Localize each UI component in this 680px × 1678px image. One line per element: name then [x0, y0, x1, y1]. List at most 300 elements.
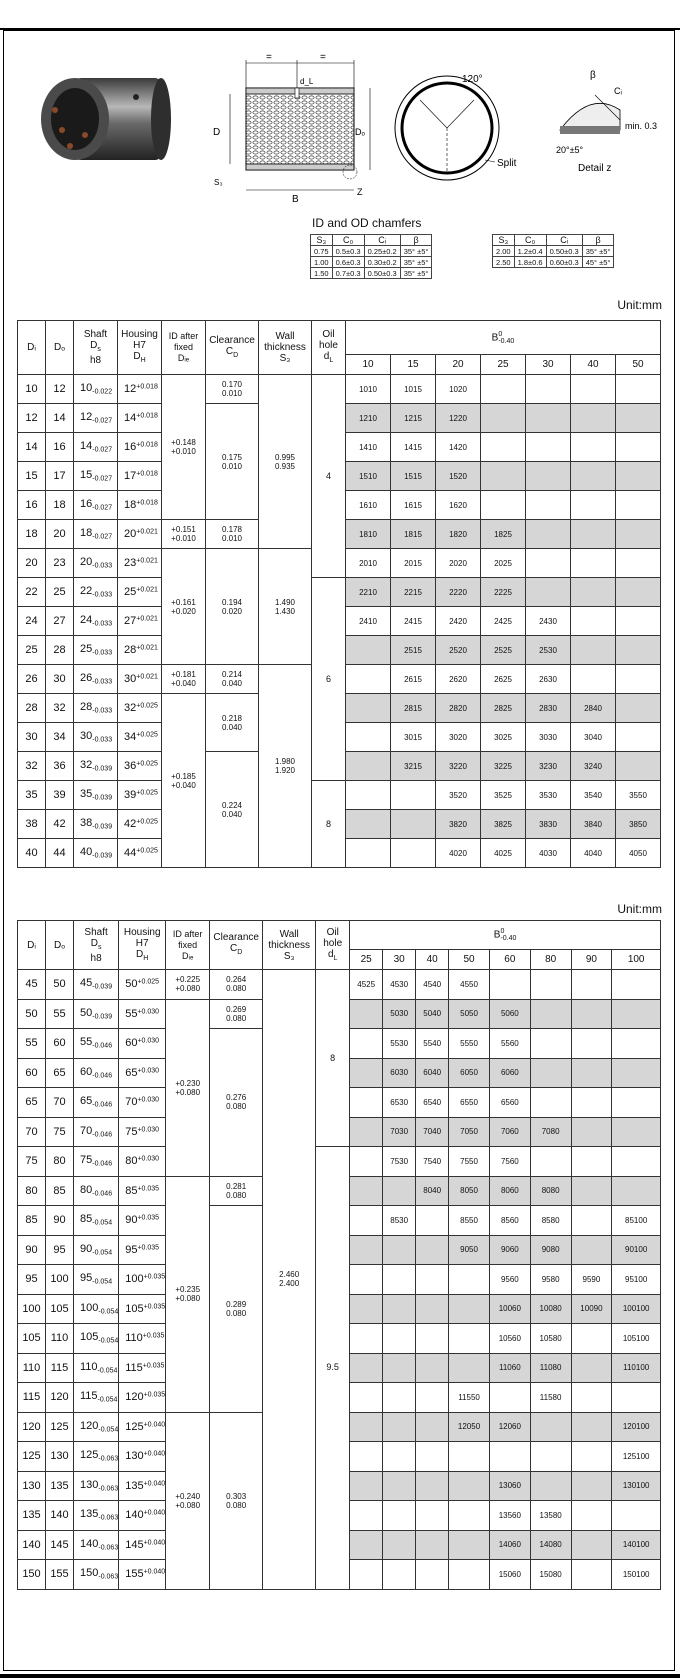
table-row: [18, 1147, 661, 1177]
b-cell: [346, 781, 391, 810]
shaft-value: 85: [80, 1213, 93, 1226]
split-label: Split: [497, 158, 517, 169]
do-cell: 17: [46, 462, 74, 491]
oil-cell: [316, 970, 350, 1147]
b-cell: 140100: [612, 1530, 661, 1560]
b-tol-bot: -0.40: [500, 935, 517, 942]
housing-cell: [119, 1353, 166, 1383]
idfixed-title: ID after fixed: [172, 928, 203, 950]
b-cell: [449, 1471, 490, 1501]
value-line: +0.080: [175, 984, 201, 994]
housing-value-tol: +0.030: [137, 1096, 160, 1104]
header-b: [346, 321, 661, 355]
b-cell: 13060: [489, 1471, 530, 1501]
clearance-cell: [206, 752, 259, 868]
b-cell: [449, 1265, 490, 1295]
do-cell: 32: [46, 694, 74, 723]
shaft-cell: [74, 1206, 119, 1236]
housing-cell: [118, 578, 162, 607]
shaft-value: 12: [80, 411, 93, 424]
chamfer-title: ID and OD chamfers: [312, 216, 422, 230]
di-cell: 30: [18, 723, 46, 752]
b-sym: B: [491, 332, 499, 344]
ring-drawing: [395, 74, 517, 180]
header-do: [46, 321, 74, 375]
chamfer-cell: 0.50±0.3: [546, 246, 582, 257]
di-cell: 10: [18, 375, 46, 404]
header-do: [46, 921, 74, 970]
idfixed-cell: [166, 970, 210, 1000]
header-oil: [312, 321, 346, 375]
di-cell: 95: [18, 1265, 46, 1295]
chamfer-cell: 35° ±5°: [582, 246, 614, 257]
b-cell: 6060: [489, 1058, 530, 1088]
b-cell: 4050: [616, 839, 661, 868]
b-tol-top: 0: [500, 928, 505, 935]
shaft-cell: [74, 1530, 119, 1560]
shaft-value: 100: [80, 1301, 99, 1314]
b-cell: 5550: [449, 1029, 490, 1059]
do-cell: 75: [46, 1117, 74, 1147]
value-line: 0.080: [226, 984, 247, 994]
header-row: [18, 921, 661, 950]
housing-cell: [119, 1176, 166, 1206]
b-cell: [383, 1412, 416, 1442]
shaft-value: 32: [80, 759, 93, 772]
do-cell: 100: [46, 1265, 74, 1295]
b-cell: [571, 1324, 612, 1354]
chamfer-cell: 35° ±5°: [400, 246, 432, 257]
di-cell: 110: [18, 1353, 46, 1383]
shaft-value: 14: [80, 440, 93, 453]
b-cell: [350, 1029, 383, 1059]
di-cell: 85: [18, 1206, 46, 1236]
value-line: 0.269: [226, 1004, 247, 1014]
b-cell: 3850: [616, 810, 661, 839]
b-cell: [346, 752, 391, 781]
housing-value: 32: [124, 702, 137, 714]
b-cell: 2630: [526, 665, 571, 694]
do-cell: 30: [46, 665, 74, 694]
do-cell: 115: [46, 1353, 74, 1383]
table-row: [18, 375, 661, 404]
housing-cell: [118, 694, 162, 723]
b-cell: 1515: [391, 462, 436, 491]
shaft-value-tol: -0.033: [92, 620, 113, 628]
b-cell: [616, 665, 661, 694]
value-line: 0.080: [226, 1308, 247, 1318]
b-cell: [481, 375, 526, 404]
housing-value: 44: [124, 847, 137, 859]
shaft-cell: [74, 1147, 119, 1177]
min-label: min. 0.3: [625, 121, 658, 131]
housing-value: 135: [125, 1479, 144, 1492]
value-line: 2.460: [279, 1270, 300, 1280]
shaft-value-tol: -0.054: [92, 1220, 113, 1228]
b-cell: [350, 1412, 383, 1442]
b-cell: [526, 578, 571, 607]
do-cell: 105: [46, 1294, 74, 1324]
housing-cell: [118, 607, 162, 636]
b-cell: 95100: [612, 1265, 661, 1295]
chamfer-cell: 0.30±0.2: [364, 257, 400, 268]
di-cell: 130: [18, 1471, 46, 1501]
b-cell: [350, 1501, 383, 1531]
wall-cell: [259, 375, 312, 549]
b-cell: [530, 1471, 571, 1501]
b-cell: [350, 1560, 383, 1590]
di-cell: 150: [18, 1560, 46, 1590]
b-cell: 2010: [346, 549, 391, 578]
b-cell: [449, 1442, 490, 1472]
b-cell: 3520: [436, 781, 481, 810]
b-cell: 9580: [530, 1265, 571, 1295]
do-cell: 42: [46, 810, 74, 839]
shaft-value-tol: -0.063: [98, 1515, 119, 1523]
shaft-value-tol: -0.027: [92, 533, 113, 541]
b-cell: [571, 1353, 612, 1383]
wall-sym: S₃: [283, 950, 295, 962]
b-cell: 1015: [391, 375, 436, 404]
shaft-value-tol: -0.046: [92, 1072, 113, 1080]
housing-value-tol: +0.040: [143, 1450, 166, 1458]
b-cell: 2530: [526, 636, 571, 665]
b-cell: 1810: [346, 520, 391, 549]
shaft-cell: [74, 1383, 119, 1413]
header-housing: [119, 921, 166, 970]
b-column-header: 40: [416, 950, 449, 970]
table-row: [18, 970, 661, 1000]
chamfer-header-row: [493, 235, 614, 246]
header-clearance: [210, 921, 263, 970]
do-cell: 25: [46, 578, 74, 607]
b-column-header: 20: [436, 355, 481, 375]
do-cell: 145: [46, 1530, 74, 1560]
shaft-sub: s: [97, 346, 101, 353]
b-cell: 1815: [391, 520, 436, 549]
b-column-header: 90: [571, 950, 612, 970]
value-line: 0.010: [221, 389, 243, 398]
b-cell: [526, 433, 571, 462]
chamfer-cell: 0.50±0.3: [364, 268, 400, 279]
b-cell: 8560: [489, 1206, 530, 1236]
shaft-cell: [74, 404, 118, 433]
shaft-cell: [74, 1442, 119, 1472]
value-line: 0.303: [226, 1491, 247, 1501]
b-cell: [571, 665, 616, 694]
b-cell: [350, 1147, 383, 1177]
do-cell: 34: [46, 723, 74, 752]
chamfer-row: [493, 257, 614, 268]
value-line: 1.920: [274, 766, 296, 775]
shaft-value: 55: [80, 1036, 93, 1049]
clearance-cell: [210, 1206, 263, 1413]
housing-cell: [118, 404, 162, 433]
value-line: 0.995: [274, 452, 296, 462]
di-cell: 32: [18, 752, 46, 781]
b-cell: 4550: [449, 970, 490, 1000]
housing-value-tol: +0.035: [137, 1214, 160, 1222]
do-cell: 39: [46, 781, 74, 810]
value-line: 0.218: [221, 713, 243, 723]
housing-sub: H: [143, 954, 149, 962]
wall-title: Wall thickness: [264, 331, 306, 353]
b-tol: [500, 928, 516, 942]
b-cell: 2015: [391, 549, 436, 578]
b-cell: [383, 1471, 416, 1501]
b-cell: 1410: [346, 433, 391, 462]
b-cell: 1520: [436, 462, 481, 491]
di-sym: Dᵢ: [27, 939, 36, 951]
z-label: Z: [357, 187, 363, 197]
b-cell: 100100: [612, 1294, 661, 1324]
b-cell: 2410: [346, 607, 391, 636]
chamfer-cell: 45° ±5°: [582, 257, 614, 268]
b-cell: 15080: [530, 1560, 571, 1590]
housing-value: 30: [124, 673, 137, 685]
b-cell: 5560: [489, 1029, 530, 1059]
chamfer-cell: 0.75: [311, 246, 333, 257]
di-sym: Dᵢ: [27, 342, 36, 353]
housing-value-tol: +0.025: [137, 978, 160, 986]
clearance-cell: [210, 1176, 263, 1206]
b-cell: 3020: [436, 723, 481, 752]
b-column-header: 40: [571, 355, 616, 375]
chamfer-cell: 0.7±0.3: [332, 268, 364, 279]
b-cell: [612, 1088, 661, 1118]
housing-cell: [119, 1235, 166, 1265]
b-cell: [350, 1117, 383, 1147]
shaft-cell: [74, 1471, 119, 1501]
b-cell: 2420: [436, 607, 481, 636]
b-cell: 130100: [612, 1471, 661, 1501]
shaft-value: 24: [80, 614, 93, 627]
b-cell: 150100: [612, 1560, 661, 1590]
b-cell: [612, 1029, 661, 1059]
shaft-cell: [74, 1560, 119, 1590]
section-drawing: [213, 52, 370, 205]
di-cell: 15: [18, 462, 46, 491]
b-cell: 5050: [449, 999, 490, 1029]
b-cell: [350, 1383, 383, 1413]
b-cell: 5030: [383, 999, 416, 1029]
b-cell: 6530: [383, 1088, 416, 1118]
housing-value: 80: [125, 1155, 138, 1168]
do-sym: Dₒ: [54, 939, 65, 951]
shaft-sym: D: [90, 937, 98, 949]
b-cell: [489, 1383, 530, 1413]
shaft-value-tol: -0.046: [92, 1190, 113, 1198]
do-cell: 28: [46, 636, 74, 665]
b-column-header: 25: [481, 355, 526, 375]
header-b: [350, 921, 661, 950]
b-cell: 8080: [530, 1176, 571, 1206]
b-cell: [350, 1176, 383, 1206]
b-cell: [449, 1530, 490, 1560]
shaft-value: 16: [80, 498, 93, 511]
b-cell: 4030: [526, 839, 571, 868]
value-line: 0.080: [226, 1500, 247, 1510]
clearance-sym: C: [225, 345, 234, 357]
b-cell: [449, 1324, 490, 1354]
housing-value: 23: [124, 557, 137, 569]
b-cell: [350, 1353, 383, 1383]
b-cell: 90100: [612, 1235, 661, 1265]
b-cell: [350, 1088, 383, 1118]
b-cell: 7040: [416, 1117, 449, 1147]
b-cell: 10560: [489, 1324, 530, 1354]
wall-cell: [259, 549, 312, 665]
value-line: 0.010: [221, 461, 243, 471]
housing-value-tol: +0.018: [136, 470, 158, 478]
do-cell: 130: [46, 1442, 74, 1472]
shaft-value-tol: -0.033: [92, 591, 113, 599]
clearance-cell: [206, 665, 259, 694]
b-cell: 2840: [571, 694, 616, 723]
b-cell: 3040: [571, 723, 616, 752]
shaft-cell: [74, 970, 119, 1000]
b-column-header: 50: [616, 355, 661, 375]
housing-cell: [118, 462, 162, 491]
value-line: +0.010: [171, 447, 196, 456]
s3-label: S₃: [214, 178, 223, 187]
b-cell: [383, 1442, 416, 1472]
b-cell: 8040: [416, 1176, 449, 1206]
clearance-cell: [210, 970, 263, 1000]
shaft-value: 18: [80, 527, 93, 540]
shaft-value-tol: -0.033: [92, 707, 113, 715]
shaft-value-tol: -0.063: [98, 1485, 119, 1493]
b-cell: [571, 970, 612, 1000]
housing-value-tol: +0.035: [137, 1244, 160, 1252]
shaft-value-tol: -0.063: [98, 1574, 119, 1582]
value-line: +0.235: [175, 1285, 201, 1294]
b-cell: [481, 462, 526, 491]
header-shaft: [74, 321, 118, 375]
value-line: +0.040: [171, 679, 196, 688]
b-cell: 2415: [391, 607, 436, 636]
shaft-value-tol: -0.033: [92, 678, 113, 686]
shaft-cell: [74, 665, 118, 694]
housing-value-tol: +0.035: [143, 1303, 166, 1311]
housing-value: 125: [125, 1420, 144, 1433]
housing-value-tol: +0.018: [136, 499, 158, 507]
value-line: +0.040: [171, 780, 196, 790]
value-line: +0.151: [171, 525, 196, 534]
do-cell: 20: [46, 520, 74, 549]
shaft-cell: [74, 810, 118, 839]
do-sym: Dₒ: [54, 342, 65, 353]
housing-tol: H7: [135, 937, 149, 949]
shaft-value: 20: [80, 556, 93, 569]
shaft-value: 125: [80, 1449, 99, 1462]
shaft-value-tol: -0.046: [92, 1102, 113, 1110]
housing-cell: [118, 375, 162, 404]
b-cell: [449, 1353, 490, 1383]
oil-cell: [316, 1147, 350, 1590]
b-cell: [571, 1117, 612, 1147]
b-cell: 5540: [416, 1029, 449, 1059]
housing-value-tol: +0.018: [136, 441, 158, 449]
housing-cell: [119, 1058, 166, 1088]
do-cell: 44: [46, 839, 74, 868]
header-oil: [316, 921, 350, 970]
b-cell: 5040: [416, 999, 449, 1029]
b-cell: [416, 1383, 449, 1413]
housing-value: 140: [125, 1509, 144, 1522]
clearance-cell: [210, 1412, 263, 1589]
di-cell: 35: [18, 781, 46, 810]
angle-label: 120°: [462, 74, 483, 85]
shaft-cell: [74, 549, 118, 578]
b-cell: 7540: [416, 1147, 449, 1177]
b-cell: [530, 1029, 571, 1059]
housing-value: 14: [124, 412, 137, 424]
value-line: 0.178: [221, 525, 243, 534]
b-cell: 2815: [391, 694, 436, 723]
shaft-value-tol: -0.033: [92, 736, 113, 744]
di-cell: 18: [18, 520, 46, 549]
housing-cell: [118, 723, 162, 752]
b-cell: 3225: [481, 752, 526, 781]
b-cell: [416, 1206, 449, 1236]
value-line: +0.181: [171, 670, 196, 679]
housing-value-tol: +0.021: [136, 644, 158, 652]
b-cell: 13580: [530, 1501, 571, 1531]
do-label: Dₒ: [355, 127, 365, 137]
b-cell: [616, 404, 661, 433]
b-cell: 9590: [571, 1265, 612, 1295]
oil-title: Oil hole: [323, 926, 343, 949]
b-column-header: 10: [346, 355, 391, 375]
top-bar: [0, 0, 680, 30]
b-cell: [530, 1058, 571, 1088]
b-cell: [612, 999, 661, 1029]
value-line: +0.240: [175, 1491, 201, 1501]
chamfer-row: [311, 268, 432, 279]
b-cell: [571, 1412, 612, 1442]
value-line: +0.161: [171, 597, 196, 607]
b-cell: 1210: [346, 404, 391, 433]
shaft-value-tol: -0.027: [92, 446, 113, 454]
b-cell: 3030: [526, 723, 571, 752]
chamfer-header-cell: S₃: [493, 235, 515, 246]
bushing-drawings: [0, 40, 680, 216]
detail-label: Detail z: [578, 163, 612, 174]
di-cell: 12: [18, 404, 46, 433]
b-cell: [391, 781, 436, 810]
b-cell: 8580: [530, 1206, 571, 1236]
b-cell: [416, 1324, 449, 1354]
value-line: 0.281: [226, 1181, 247, 1191]
do-cell: 27: [46, 607, 74, 636]
b-cell: [416, 1412, 449, 1442]
b-cell: [416, 1265, 449, 1295]
value-line: +0.010: [171, 534, 196, 543]
do-cell: 12: [46, 375, 74, 404]
b-cell: [612, 1117, 661, 1147]
value-line: 1.430: [274, 606, 296, 616]
housing-value-tol: +0.030: [137, 1037, 160, 1045]
housing-cell: [119, 970, 166, 1000]
wall-cell: [259, 665, 312, 868]
b-cell: [416, 1501, 449, 1531]
value-line: 4: [325, 470, 331, 481]
b-cell: [481, 491, 526, 520]
b-cell: 1620: [436, 491, 481, 520]
b-cell: 6050: [449, 1058, 490, 1088]
b-cell: [383, 1530, 416, 1560]
